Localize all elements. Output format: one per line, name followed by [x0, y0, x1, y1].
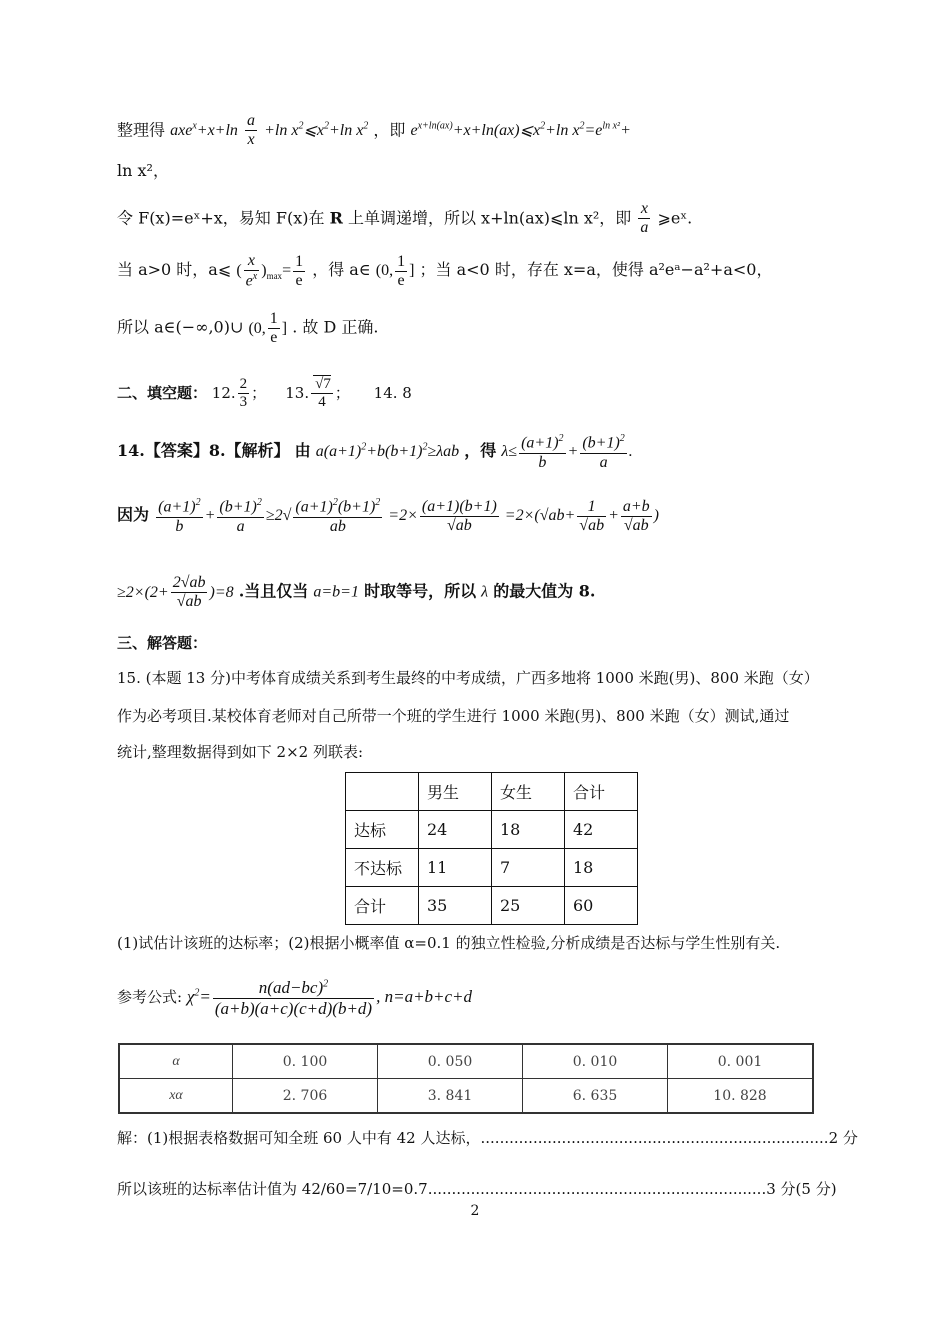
- math-expression: axe$^x$+x+ln: [170, 121, 238, 140]
- derivation-text: ln x²，: [117, 161, 169, 180]
- set-R: R: [329, 208, 343, 228]
- q14-text: ，得: [464, 441, 497, 461]
- q14-text: 的最大值为 8.: [493, 581, 596, 601]
- derivation-text: ，得 a∈: [312, 260, 371, 280]
- table-header-cell: 合计: [565, 773, 638, 811]
- table-cell: 25: [492, 887, 565, 925]
- table-cell: 60: [565, 887, 638, 925]
- leader-dots: .......................................................................: [427, 1180, 767, 1198]
- leader-dots: .........................................................................: [480, 1129, 829, 1147]
- table-cell: 7: [492, 849, 565, 887]
- table-cell: 10. 828: [668, 1079, 814, 1114]
- table-cell: 35: [419, 887, 492, 925]
- table-cell: 42: [565, 811, 638, 849]
- table-row: [346, 811, 638, 849]
- math-expression: $a(a+1)^2+b(b+1)^2\ge\lambda ab$: [315, 441, 460, 461]
- math-expression: a=b=1: [313, 583, 359, 601]
- answer-label: 13.: [285, 383, 310, 402]
- derivation-text: 所以 a∈(−∞,0)∪: [117, 317, 244, 337]
- derivation-text: . 故 D 正确.: [292, 317, 379, 337]
- q14-text: 因为: [117, 505, 150, 525]
- q15-question: (1)试估计该班的达标率；(2)根据小概率值 α=0.1 的独立性检验,分析成绩是否达标与学生性别有关.: [117, 934, 781, 952]
- solution-line-2: [117, 1182, 837, 1197]
- score: 3 分(5 分): [766, 1180, 837, 1198]
- table-cell: 0. 100: [233, 1044, 378, 1079]
- derivation-text: 当 a>0 时，a⩽: [117, 260, 232, 280]
- table-cell: 11: [419, 849, 492, 887]
- q14-text: 时取等号，所以: [364, 581, 477, 601]
- table-cell: 0. 010: [523, 1044, 668, 1079]
- derivation-line-1: [117, 112, 631, 150]
- math-expression: $\chi^2=$ $\frac{n(ad-bc)^2}{(a+b)(a+c)(c+d)(b+d)}$ , n=a+b+c+d: [186, 978, 473, 1018]
- table-cell: 18: [492, 811, 565, 849]
- solution-text: 解：(1)根据表格数据可知全班 60 人中有 42 人达标，: [117, 1129, 481, 1147]
- derivation-line-1b: [117, 163, 169, 179]
- fraction: $\frac{a}{x}$: [247, 112, 255, 149]
- table-cell: 6. 635: [523, 1079, 668, 1114]
- critical-value-table: [118, 1043, 814, 1114]
- fraction: $\frac{x}{a}$: [640, 200, 649, 237]
- table-row: [346, 887, 638, 925]
- page-number: 2: [470, 1203, 480, 1219]
- fraction: $\frac{√7}{4}$: [311, 376, 333, 412]
- answer-label: 12.: [211, 383, 236, 402]
- derivation-text: 整理得: [117, 120, 166, 140]
- table-header-cell: 男生: [419, 773, 492, 811]
- solution-line-1: [117, 1131, 858, 1146]
- derivation-text: ，即: [373, 120, 406, 140]
- q15-paragraph-2: 作为必考项目.某校体育老师对自己所带一个班的学生进行 1000 米跑(男)、800 米跑（女）测试,通过: [117, 707, 790, 725]
- derivation-text: 上单调递增，所以 x+ln(ax)⩽ln x²，即: [347, 208, 632, 228]
- table-cell: 不达标: [346, 849, 419, 887]
- table-row: [119, 1044, 813, 1079]
- derivation-text: ；当 a<0 时，存在 x=a，使得 a²eᵃ−a²+a<0，: [419, 260, 773, 280]
- table-cell: 2. 706: [233, 1079, 378, 1114]
- q14-answer-line: [117, 433, 633, 472]
- section-heading: 三、解答题：: [117, 634, 208, 652]
- derivation-line-3: [117, 252, 772, 291]
- formula-label: 参考公式:: [117, 987, 183, 1006]
- derivation-line-2: [117, 200, 692, 238]
- q14-conclusion-line: [117, 574, 595, 612]
- table-cell: 0. 050: [378, 1044, 523, 1079]
- q15-paragraph-1: 15. (本题 13 分)中考体育成绩关系到考生最终的中考成绩，广西多地将 1000 米跑(男)、800 米跑（女）: [117, 669, 819, 687]
- q14-inequality-line: [117, 497, 659, 536]
- table-header-cell: 女生: [492, 773, 565, 811]
- q14-label: 14.【答案】8.【解析】: [117, 441, 290, 461]
- section-heading: 二、填空题：: [117, 383, 208, 402]
- table-cell: [346, 773, 419, 811]
- math-expression: (0, $\frac{1}{e}$ ]: [375, 252, 415, 290]
- table-row: [119, 1079, 813, 1114]
- solution-text: 所以该班的达标率估计值为 42/60=7/10=0.7: [117, 1180, 428, 1198]
- q15-paragraph-3: 统计,整理数据得到如下 2×2 列联表:: [117, 743, 364, 761]
- table-cell: xα: [119, 1079, 233, 1114]
- math-expression: λ≤ $\frac{(a+1)^2}{b}$ + $\frac{(b+1)^2}{a}$ .: [501, 433, 633, 471]
- table-row: [346, 849, 638, 887]
- score: 2 分: [828, 1129, 858, 1147]
- table-cell: 24: [419, 811, 492, 849]
- table-row: [346, 773, 638, 811]
- math-expression: $\frac{(a+1)^2}{b}$ + $\frac{(b+1)^2}{a}$ ≥2√ $\frac{(a+1)^2(b+1)^2}{ab}$ =2× $\frac{(a+1)(b+1)}{√ab}$ =2×(√ab+ $\frac{1}{√ab}$ + $\frac{a+b}{√ab}$ ): [158, 497, 659, 535]
- fraction: $\frac{2}{3}$: [239, 376, 248, 411]
- math-expression: ( $\frac{x}{e^x}$ )$_{max}=$ $\frac{1}{e}$: [236, 252, 304, 290]
- math-expression: ≥2×(2+ $\frac{2√ab}{√ab}$ )=8: [117, 574, 234, 611]
- table-cell: 合计: [346, 887, 419, 925]
- fill-in-answers: 二、填空题： 12. $\frac{2}{3}$ ； 13. $\frac{√7}{4}$ ； 14. 8: [117, 376, 412, 411]
- q14-text: .当且仅当: [238, 581, 309, 601]
- derivation-text: ⩾eˣ.: [657, 208, 693, 228]
- derivation-line-4: [117, 310, 378, 348]
- math-expression: (0, $\frac{1}{e}$ ]: [248, 310, 288, 347]
- reference-formula: [117, 978, 472, 1018]
- table-cell: 达标: [346, 811, 419, 849]
- math-expression: $e^{x+ln(ax)}+x+\ln(ax)⩽x^2+\ln$ $x^2=e^{ln x^2}+$: [410, 121, 631, 140]
- table-cell: α: [119, 1044, 233, 1079]
- table-cell: 0. 001: [668, 1044, 814, 1079]
- table-cell: 3. 841: [378, 1079, 523, 1114]
- math-expression: λ: [481, 583, 489, 601]
- table-cell: 18: [565, 849, 638, 887]
- answer-label: 14. 8: [373, 383, 412, 402]
- q14-text: 由: [294, 441, 311, 461]
- derivation-text: 令 F(x)=eˣ+x，易知 F(x)在: [117, 208, 325, 228]
- math-expression: +ln $x^2⩽x^2+\ln$ $x^2$: [264, 121, 369, 140]
- contingency-table: [345, 772, 638, 925]
